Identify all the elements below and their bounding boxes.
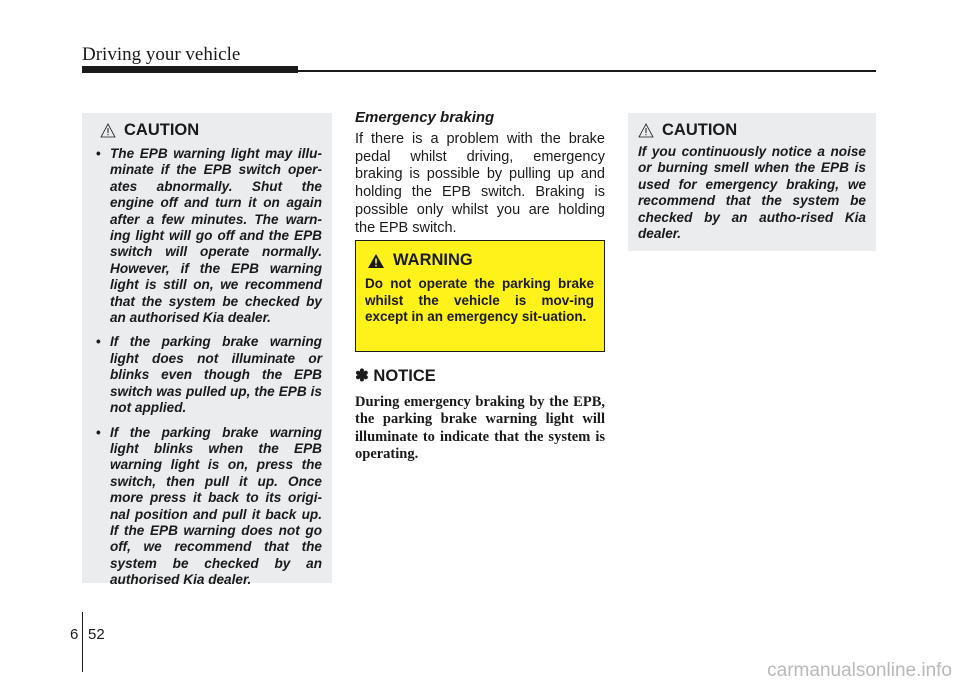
header-bar bbox=[82, 66, 298, 73]
emergency-braking-body: If there is a problem with the brake pedal whilst driving, emergency braking is possible by pulling up and holding the EPB switch. Braking is possible only whilst you are holding the EPB switch. bbox=[355, 131, 605, 236]
caution-body: If you continuously notice a noise or burning smell when the EPB is used for emergency braking, we recommend that the system be checked by an autho-rised Kia dealer. bbox=[638, 144, 866, 242]
footer-divider bbox=[82, 612, 83, 672]
caution-title-label: CAUTION bbox=[124, 121, 200, 139]
warning-body: Do not operate the parking brake whilst the vehicle is mov-ing except in an emergency sit-uation. bbox=[365, 276, 594, 324]
section-number: 6 bbox=[70, 626, 79, 643]
caution-triangle-icon bbox=[100, 123, 116, 138]
notice-body: During emergency braking by the EPB, the parking brake warning light will illuminate to indicate that the system is operating. bbox=[355, 394, 605, 463]
caution-item: • If the parking brake warning light does not illuminate or blinks even though the EPB switch was pulled up, the EPB is not applied. bbox=[96, 334, 322, 416]
caution-title bbox=[638, 121, 866, 140]
caution-title bbox=[100, 121, 322, 140]
caution-item: • The EPB warning light may illu-minate if the EPB switch oper-ates abnormally. Shut the engine off and turn it on again after a few minutes. The warn-ing light will go off and the EPB switch will operate normally. However, if the EPB warning light is still on, we recommend that the system be checked by an authorised Kia dealer. bbox=[96, 146, 322, 326]
header-rule bbox=[298, 70, 876, 72]
emergency-braking-heading: Emergency braking bbox=[355, 109, 495, 126]
caution-item: • If the parking brake warning light blinks when the EPB warning light is on, press the switch, then pull it up. Once more press it back to its origi-nal position and pull it back up. If the EPB warning does not go off, we recommend that the system be checked by an authorised Kia dealer. bbox=[96, 425, 322, 589]
warning-triangle-icon bbox=[367, 253, 385, 269]
page-number: 52 bbox=[88, 626, 105, 643]
notice-heading: ✽ NOTICE bbox=[355, 367, 436, 385]
caution-triangle-icon bbox=[638, 123, 654, 138]
caution-title-label: CAUTION bbox=[662, 121, 738, 139]
warning-title bbox=[367, 251, 594, 270]
caution-box-left bbox=[82, 113, 332, 588]
warning-box bbox=[355, 240, 605, 352]
caution-box-right bbox=[628, 113, 876, 251]
watermark: carmanualsonline.info bbox=[767, 660, 952, 681]
page-header-title: Driving your vehicle bbox=[82, 44, 241, 65]
warning-title-label: WARNING bbox=[393, 251, 473, 269]
